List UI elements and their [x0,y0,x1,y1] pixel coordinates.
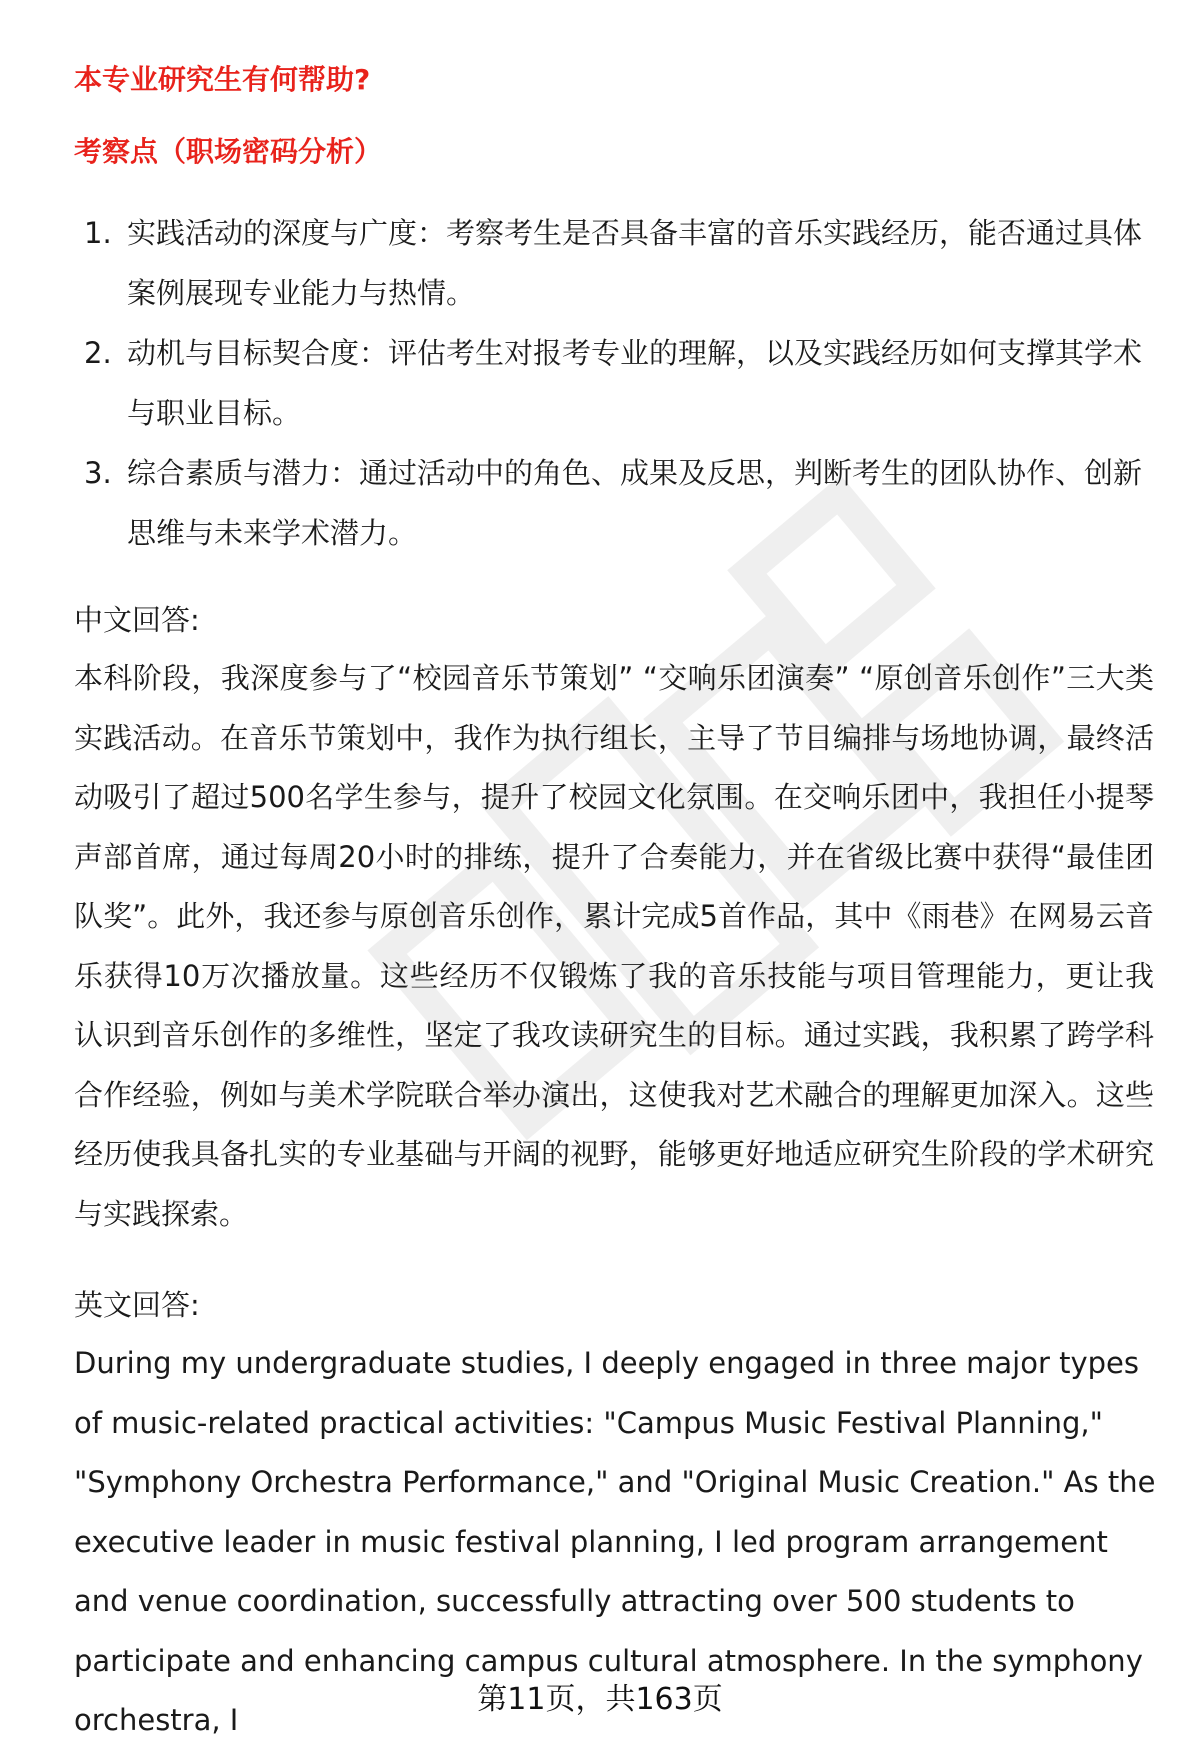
list-item-number: 2. [84,336,112,370]
list-item-number: 1. [84,216,112,250]
english-answer-text: During my undergraduate studies, I deeply engaged in three major types of music-related practical activities: "Campus Music Festival Planning," "Symphony Orchestra Performance," and "Original Music Creation." As the executive leader in music festival planning, I led program arrangement and venue coordination, successfully attracting over 500 students to participate and enhancing campus cultural atmosphere. In the symphony orchestra, I [74,1346,1156,1737]
list-item [74,323,1154,443]
chinese-answer-text: 本科阶段，我深度参与了“校园音乐节策划” “交响乐团演奏” “原创音乐创作”三大类实践活动。在音乐节策划中，我作为执行组长，主导了节目编排与场地协调，最终活动吸引了超过500名学生参与，提升了校园文化氛围。在交响乐团中，我担任小提琴声部首席，通过每周20小时的排练，提升了合奏能力，并在省级比赛中获得“最佳团队奖”。此外，我还参与原创音乐创作，累计完成5首作品，其中《雨巷》在网易云音乐获得10万次播放量。这些经历不仅锻炼了我的音乐技能与项目管理能力，更让我认识到音乐创作的多维性，坚定了我攻读研究生的目标。通过实践，我积累了跨学科合作经验，例如与美术学院联合举办演出，这使我对艺术融合的理解更加深入。这些经历使我具备扎实的专业基础与开阔的视野，能够更好地适应研究生阶段的学术研究与实践探索。 [74,661,1154,1231]
chinese-answer-label: 中文回答: [74,603,200,637]
english-answer-label: 英文回答: [74,1288,200,1322]
list-item-text: 动机与目标契合度：评估考生对报考专业的理解，以及实践经历如何支撑其学术与职业目标。 [127,336,1143,430]
list-item-number: 3. [84,456,112,490]
list-item-text: 实践活动的深度与广度：考察考生是否具备丰富的音乐实践经历，能否通过具体案例展现专业能力与热情。 [127,216,1143,310]
list-item [74,203,1154,323]
heading-program-help: 本专业研究生有何帮助? [74,63,371,96]
list-item [74,443,1154,563]
focus-points-list [74,203,1154,563]
list-item-text: 综合素质与潜力：通过活动中的角色、成果及反思，判断考生的团队协作、创新思维与未来学术潜力。 [127,456,1143,550]
heading-focus-points: 考察点（职场密码分析） [74,135,383,168]
page-number-footer: 第11页，共163页 [477,1682,723,1717]
